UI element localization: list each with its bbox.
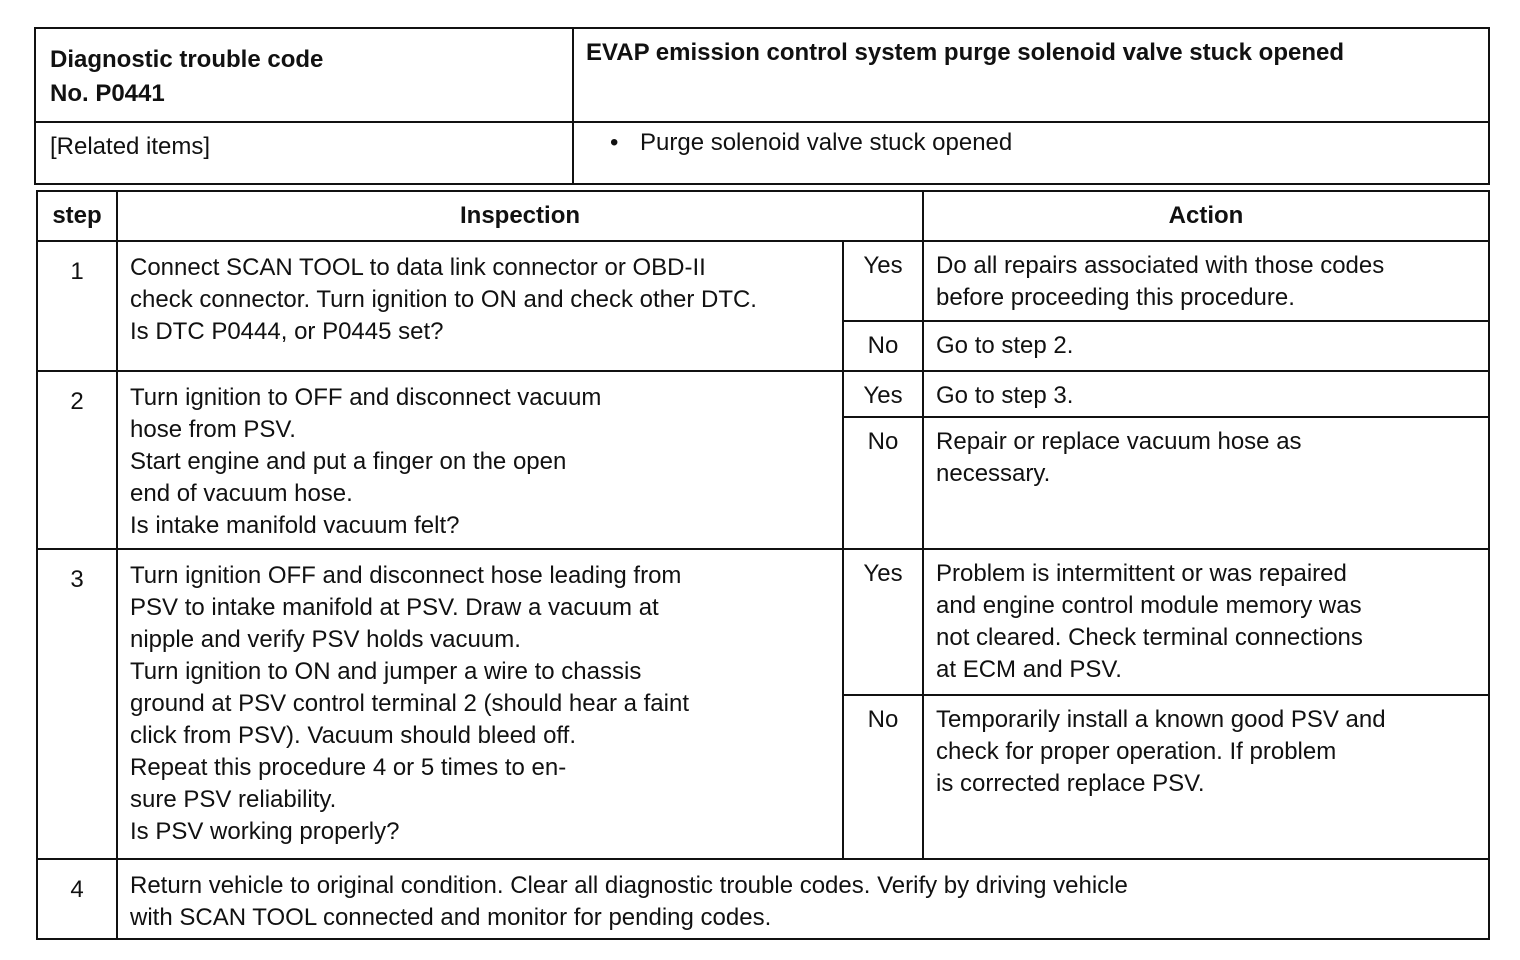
action-line: before proceeding this procedure.: [936, 284, 1295, 311]
inspection-line: ground at PSV control terminal 2 (should hear a faint: [130, 690, 689, 717]
diagnostic-steps-table: [36, 190, 1490, 940]
yes-label: Yes: [843, 371, 923, 417]
action-line: Go to step 3.: [936, 382, 1074, 409]
no-action: [923, 321, 1489, 371]
bullet-icon: •: [610, 129, 619, 156]
inspection-line: hose from PSV.: [130, 416, 296, 443]
column-header-action: Action: [923, 191, 1489, 241]
action-line: necessary.: [936, 460, 1051, 487]
inspection-line: Turn ignition to OFF and disconnect vacuum: [130, 384, 602, 411]
instruction-line: with SCAN TOOL connected and monitor for pending codes.: [130, 904, 772, 931]
table-row: [37, 859, 1489, 939]
inspection-line: Start engine and put a finger on the open: [130, 448, 567, 475]
related-item: [610, 127, 1488, 159]
inspection-line: nipple and verify PSV holds vacuum.: [130, 626, 521, 653]
no-action: [923, 417, 1489, 549]
yes-label: Yes: [843, 241, 923, 321]
step-number: 4: [37, 859, 117, 939]
action-line: Repair or replace vacuum hose as: [936, 428, 1302, 455]
inspection-line: Repeat this procedure 4 or 5 times to en-: [130, 754, 567, 781]
instruction-line: Return vehicle to original condition. Clear all diagnostic trouble codes. Verify by driving vehicle: [130, 872, 1128, 899]
inspection-line: end of vacuum hose.: [130, 480, 353, 507]
dtc-code-number: No. P0441: [50, 80, 165, 107]
inspection-line: PSV to intake manifold at PSV. Draw a vacuum at: [130, 594, 659, 621]
step-inspection: [117, 241, 843, 371]
action-line: Problem is intermittent or was repaired: [936, 560, 1347, 587]
no-label: No: [843, 417, 923, 549]
table-row: [37, 371, 1489, 417]
step-number: 3: [37, 549, 117, 859]
step-number: 2: [37, 371, 117, 549]
inspection-line: Turn ignition to ON and jumper a wire to chassis: [130, 658, 642, 685]
action-line: not cleared. Check terminal connections: [936, 624, 1363, 651]
column-header-inspection: Inspection: [117, 191, 923, 241]
yes-label: Yes: [843, 549, 923, 695]
table-row: [37, 549, 1489, 695]
inspection-line: sure PSV reliability.: [130, 786, 337, 813]
yes-action: [923, 371, 1489, 417]
action-line: Temporarily install a known good PSV and: [936, 706, 1386, 733]
action-line: at ECM and PSV.: [936, 656, 1122, 683]
dtc-title: EVAP emission control system purge solenoid valve stuck opened: [573, 28, 1489, 122]
yes-action: [923, 241, 1489, 321]
action-line: check for proper operation. If problem: [936, 738, 1337, 765]
step-inspection: [117, 549, 843, 859]
inspection-line: check connector. Turn ignition to ON and check other DTC.: [130, 286, 757, 313]
step-number: 1: [37, 241, 117, 371]
column-header-step: step: [37, 191, 117, 241]
action-line: Do all repairs associated with those codes: [936, 252, 1385, 279]
related-item-text: Purge solenoid valve stuck opened: [640, 129, 1013, 156]
action-line: and engine control module memory was: [936, 592, 1362, 619]
inspection-line: Connect SCAN TOOL to data link connector or OBD-II: [130, 254, 706, 281]
step-inspection: [117, 371, 843, 549]
related-items-list: [573, 122, 1489, 184]
table-row: [37, 241, 1489, 321]
dtc-code-label: Diagnostic trouble code: [50, 46, 324, 73]
dtc-code-cell: [35, 28, 573, 122]
action-line: Go to step 2.: [936, 332, 1074, 359]
no-label: No: [843, 321, 923, 371]
yes-action: [923, 549, 1489, 695]
no-action: [923, 695, 1489, 859]
related-items-label: [Related items]: [35, 122, 573, 184]
inspection-line: Is DTC P0444, or P0445 set?: [130, 318, 444, 345]
dtc-header-table: [34, 27, 1490, 185]
action-line: is corrected replace PSV.: [936, 770, 1205, 797]
inspection-line: Is PSV working properly?: [130, 818, 400, 845]
inspection-line: Is intake manifold vacuum felt?: [130, 512, 460, 539]
inspection-line: Turn ignition OFF and disconnect hose leading from: [130, 562, 682, 589]
inspection-line: click from PSV). Vacuum should bleed off.: [130, 722, 576, 749]
step-final-instruction: [117, 859, 1489, 939]
no-label: No: [843, 695, 923, 859]
